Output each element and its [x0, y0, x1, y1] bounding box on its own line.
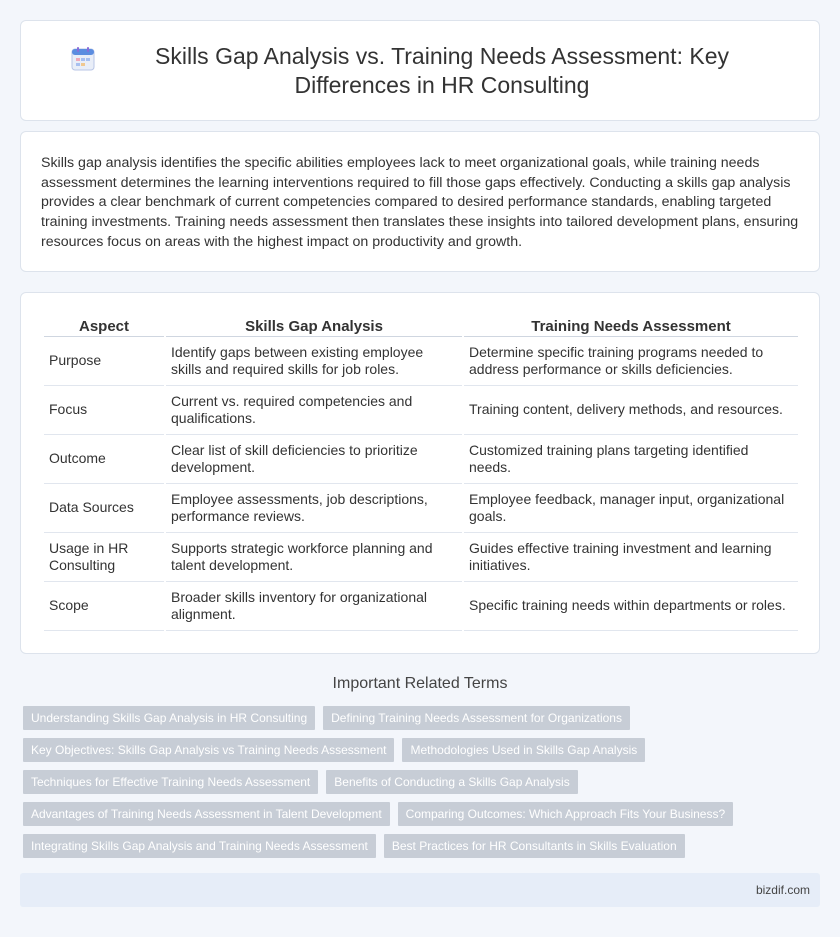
tag-row — [23, 770, 803, 794]
tag-row — [23, 706, 803, 730]
table-row — [44, 337, 798, 386]
related-term-link[interactable]: Key Objectives: Skills Gap Analysis vs Training Needs Assessment — [23, 738, 394, 762]
cell-aspect: Outcome — [44, 435, 164, 484]
table-row — [44, 533, 798, 582]
related-term-link[interactable]: Benefits of Conducting a Skills Gap Analysis — [326, 770, 577, 794]
intro-card — [20, 131, 820, 272]
related-term-link[interactable]: Advantages of Training Needs Assessment in Talent Development — [23, 802, 390, 826]
page-title: Skills Gap Analysis vs. Training Needs Assessment: Key Differences in HR Consulting — [155, 42, 729, 98]
related-term-link[interactable]: Methodologies Used in Skills Gap Analysis — [402, 738, 645, 762]
header-aspect: Aspect — [44, 315, 164, 337]
table-row — [44, 484, 798, 533]
tag-row — [23, 802, 803, 826]
table-row — [44, 435, 798, 484]
cell-skills-gap: Supports strategic workforce planning and talent development. — [166, 533, 462, 582]
footer — [20, 873, 820, 907]
cell-skills-gap: Identify gaps between existing employee skills and required skills for job roles. — [166, 337, 462, 386]
cell-training-needs: Determine specific training programs needed to address performance or skills deficiencies. — [464, 337, 798, 386]
table-header-row — [44, 315, 798, 337]
header-skills-gap-analysis: Skills Gap Analysis — [166, 315, 462, 337]
tag-row — [23, 738, 803, 762]
cell-aspect: Purpose — [44, 337, 164, 386]
related-term-link[interactable]: Understanding Skills Gap Analysis in HR Consulting — [23, 706, 315, 730]
header-training-needs-assessment: Training Needs Assessment — [464, 315, 798, 337]
cell-aspect: Scope — [44, 582, 164, 631]
related-terms-list — [23, 706, 803, 866]
tag-row — [23, 834, 803, 858]
cell-skills-gap: Broader skills inventory for organizational alignment. — [166, 582, 462, 631]
table-row — [44, 582, 798, 631]
cell-skills-gap: Clear list of skill deficiencies to prioritize development. — [166, 435, 462, 484]
intro-paragraph: Skills gap analysis identifies the specific abilities employees lack to meet organizational goals, while training needs assessment determines the learning interventions required to fill those gaps effectively. Conducting a skills gap analysis provides a clear benchmark of current competencies compared to desired performance standards, enabling targeted training investments. Training needs assessment then translates these insights into tailored development plans, ensuring resources focus on areas with the highest impact on productivity and growth. — [41, 155, 799, 250]
table-row — [44, 386, 798, 435]
related-term-link[interactable]: Techniques for Effective Training Needs Assessment — [23, 770, 318, 794]
cell-training-needs: Training content, delivery methods, and resources. — [464, 386, 798, 435]
related-term-link[interactable]: Comparing Outcomes: Which Approach Fits Your Business? — [398, 802, 734, 826]
cell-skills-gap: Employee assessments, job descriptions, performance reviews. — [166, 484, 462, 533]
cell-aspect: Focus — [44, 386, 164, 435]
cell-training-needs: Customized training plans targeting identified needs. — [464, 435, 798, 484]
cell-aspect: Usage in HR Consulting — [44, 533, 164, 582]
comparison-card — [20, 292, 820, 654]
related-term-link[interactable]: Integrating Skills Gap Analysis and Training Needs Assessment — [23, 834, 376, 858]
related-term-link[interactable]: Defining Training Needs Assessment for Organizations — [323, 706, 630, 730]
related-term-link[interactable]: Best Practices for HR Consultants in Skills Evaluation — [384, 834, 685, 858]
footer-brand[interactable]: bizdif.com — [755, 883, 810, 897]
title-card — [20, 20, 820, 121]
cell-skills-gap: Current vs. required competencies and qualifications. — [166, 386, 462, 435]
cell-training-needs: Guides effective training investment and learning initiatives. — [464, 533, 798, 582]
cell-training-needs: Specific training needs within departments or roles. — [464, 582, 798, 631]
calendar-icon — [70, 46, 96, 72]
comparison-table — [42, 315, 800, 631]
title-wrap — [70, 42, 770, 100]
cell-aspect: Data Sources — [44, 484, 164, 533]
cell-training-needs: Employee feedback, manager input, organizational goals. — [464, 484, 798, 533]
related-terms-heading: Important Related Terms — [332, 675, 508, 692]
